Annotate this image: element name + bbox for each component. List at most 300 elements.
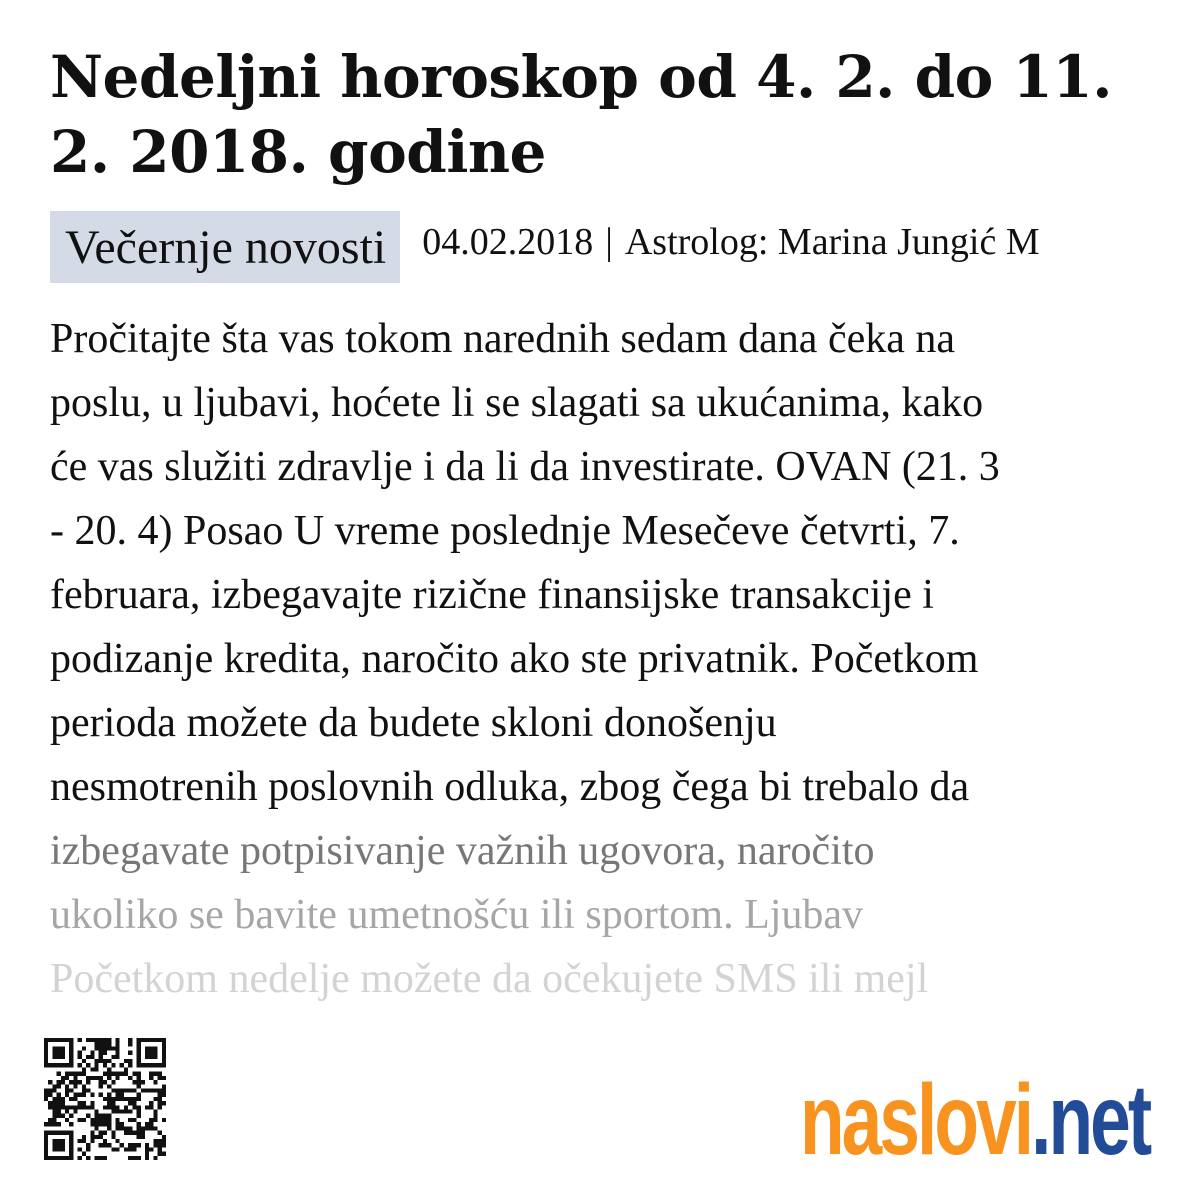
qr-module [69,1051,73,1055]
qr-module [86,1114,90,1118]
qr-module [69,1105,73,1109]
qr-module [103,1156,107,1160]
qr-module [158,1147,162,1151]
qr-module [137,1135,141,1139]
qr-module [141,1131,145,1135]
qr-module [61,1076,65,1080]
qr-module [103,1063,107,1067]
qr-module [99,1055,103,1059]
qr-module [137,1051,141,1055]
qr-module [69,1147,73,1151]
qr-module [153,1080,157,1084]
qr-module [149,1055,153,1059]
qr-module [137,1038,141,1042]
qr-module [65,1076,69,1080]
qr-module [107,1059,111,1063]
qr-module [90,1067,94,1071]
qr-module [57,1051,61,1055]
qr-module [48,1088,52,1092]
qr-module [116,1093,120,1097]
qr-module [78,1139,82,1143]
source-badge[interactable]: Večernje novosti [50,211,400,283]
qr-module [69,1046,73,1050]
qr-module [145,1126,149,1130]
qr-module [52,1118,56,1122]
qr-module [57,1147,61,1151]
body-line: će vas služiti zdravlje i da li da investirate. OVAN (21. 3 [50,444,1000,490]
qr-module [99,1080,103,1084]
date-author-line [422,220,1039,264]
qr-module [149,1147,153,1151]
qr-module [128,1156,132,1160]
qr-module [82,1139,86,1143]
qr-module [69,1038,73,1042]
qr-module [162,1038,166,1042]
qr-module [69,1097,73,1101]
qr-module [128,1038,132,1042]
qr-module [69,1042,73,1046]
qr-module [162,1093,166,1097]
qr-module [73,1105,77,1109]
qr-module [69,1156,73,1160]
qr-module [137,1143,141,1147]
logo-text-net: .net [1031,1064,1150,1176]
qr-module [94,1122,98,1126]
qr-module [111,1046,115,1050]
qr-module [158,1093,162,1097]
qr-module [153,1046,157,1050]
qr-module [128,1131,132,1135]
qr-module [145,1055,149,1059]
qr-module [94,1046,98,1050]
qr-module [162,1152,166,1156]
qr-module [44,1055,48,1059]
qr-module [52,1147,56,1151]
qr-module [99,1042,103,1046]
qr-module [61,1131,65,1135]
qr-module [44,1046,48,1050]
qr-module [141,1135,145,1139]
qr-module [149,1118,153,1122]
qr-module [61,1101,65,1105]
qr-module [120,1088,124,1092]
qr-module [44,1059,48,1063]
qr-module [94,1126,98,1130]
qr-module [78,1038,82,1042]
qr-module [90,1122,94,1126]
qr-module [107,1097,111,1101]
qr-module [48,1080,52,1084]
qr-module [162,1076,166,1080]
qr-module [73,1110,77,1114]
qr-module [120,1122,124,1126]
qr-module [153,1055,157,1059]
qr-module [78,1055,82,1059]
qr-module [65,1105,69,1109]
qr-module [145,1143,149,1147]
qr-module [57,1110,61,1114]
qr-module [78,1072,82,1076]
qr-module [149,1038,153,1042]
qr-module [116,1051,120,1055]
qr-module [120,1143,124,1147]
qr-module [78,1093,82,1097]
qr-module [57,1072,61,1076]
qr-module [48,1063,52,1067]
qr-module [94,1063,98,1067]
qr-module [57,1046,61,1050]
qr-module [99,1093,103,1097]
qr-module [99,1118,103,1122]
qr-module [61,1046,65,1050]
qr-module [137,1084,141,1088]
qr-module [73,1080,77,1084]
qr-module [153,1063,157,1067]
qr-module [107,1122,111,1126]
qr-module [52,1156,56,1160]
qr-module [153,1038,157,1042]
qr-module [128,1063,132,1067]
qr-module [111,1055,115,1059]
qr-module [153,1139,157,1143]
qr-module [65,1110,69,1114]
qr-module [145,1122,149,1126]
qr-module [103,1143,107,1147]
qr-module [86,1156,90,1160]
qr-module [52,1139,56,1143]
qr-module [44,1038,48,1042]
qr-module [57,1143,61,1147]
qr-module [94,1114,98,1118]
qr-module [120,1063,124,1067]
qr-module [61,1143,65,1147]
qr-module [69,1072,73,1076]
qr-module [153,1114,157,1118]
qr-module [149,1105,153,1109]
qr-module [103,1038,107,1042]
qr-module [61,1114,65,1118]
qr-module [124,1126,128,1130]
qr-module [153,1143,157,1147]
qr-module [128,1118,132,1122]
qr-module [158,1097,162,1101]
qr-module [69,1063,73,1067]
qr-module [124,1072,128,1076]
qr-module [52,1038,56,1042]
qr-module [90,1135,94,1139]
qr-module [65,1131,69,1135]
qr-module [120,1097,124,1101]
qr-module [69,1135,73,1139]
qr-module [116,1110,120,1114]
qr-module [94,1076,98,1080]
qr-module [137,1046,141,1050]
qr-module [69,1059,73,1063]
qr-module [107,1143,111,1147]
qr-module [111,1088,115,1092]
qr-module [82,1072,86,1076]
qr-module [107,1114,111,1118]
qr-module [90,1038,94,1042]
qr-module [128,1101,132,1105]
qr-module [69,1114,73,1118]
qr-module [132,1080,136,1084]
qr-module [128,1088,132,1092]
qr-module [82,1046,86,1050]
qr-module [52,1051,56,1055]
qr-module [52,1131,56,1135]
qr-module [57,1097,61,1101]
qr-module [57,1105,61,1109]
qr-code-icon[interactable] [44,1036,166,1162]
qr-module [44,1156,48,1160]
qr-module [132,1147,136,1151]
qr-module [158,1088,162,1092]
qr-module [94,1135,98,1139]
qr-module [48,1122,52,1126]
qr-module [82,1084,86,1088]
body-line: izbegavate potpisivanje važnih ugovora, naročito [50,828,875,874]
qr-module [48,1101,52,1105]
article-title: Nedeljni horoskop od 4. 2. do 11. 2. 2018. godine [50,43,1112,186]
qr-module [48,1093,52,1097]
qr-module [107,1042,111,1046]
qr-module [99,1131,103,1135]
qr-module [69,1080,73,1084]
qr-module [86,1076,90,1080]
qr-module [162,1063,166,1067]
qr-module [103,1059,107,1063]
qr-module [99,1046,103,1050]
qr-module [158,1139,162,1143]
qr-module [141,1080,145,1084]
qr-module [116,1046,120,1050]
qr-module [162,1139,166,1143]
qr-module [94,1110,98,1114]
qr-module [78,1118,82,1122]
qr-module [124,1147,128,1151]
qr-module [82,1152,86,1156]
qr-module [149,1072,153,1076]
qr-module [65,1088,69,1092]
qr-module [94,1156,98,1160]
qr-module [116,1105,120,1109]
qr-module [137,1097,141,1101]
qr-module [99,1122,103,1126]
qr-module [107,1093,111,1097]
qr-module [137,1122,141,1126]
qr-module [52,1114,56,1118]
qr-module [52,1084,56,1088]
body-line: ukoliko se bavite umetnošću ili sportom. Ljubav [50,892,864,938]
qr-module [103,1118,107,1122]
qr-module [99,1143,103,1147]
qr-module [107,1038,111,1042]
qr-module [69,1055,73,1059]
qr-module [162,1143,166,1147]
naslovi-net-logo[interactable] [800,1062,1150,1176]
qr-module [162,1084,166,1088]
qr-module [137,1055,141,1059]
qr-module [82,1135,86,1139]
qr-module [69,1122,73,1126]
publish-date: 04.02.2018 [422,221,594,263]
qr-module [73,1076,77,1080]
qr-module [128,1059,132,1063]
qr-module [145,1063,149,1067]
qr-module [162,1135,166,1139]
qr-module [57,1156,61,1160]
qr-module [162,1118,166,1122]
qr-module [103,1131,107,1135]
qr-module [120,1110,124,1114]
qr-module [137,1063,141,1067]
qr-module [149,1051,153,1055]
qr-module [111,1105,115,1109]
qr-module [158,1038,162,1042]
qr-module [124,1105,128,1109]
qr-module [52,1063,56,1067]
qr-module [137,1156,141,1160]
qr-module [116,1147,120,1151]
qr-module [48,1131,52,1135]
qr-module [120,1072,124,1076]
qr-module [116,1122,120,1126]
qr-module [90,1101,94,1105]
qr-module [111,1110,115,1114]
qr-module [158,1143,162,1147]
qr-module [86,1080,90,1084]
body-line: perioda možete da budete skloni donošenju [50,700,777,746]
qr-module [86,1143,90,1147]
qr-module [132,1156,136,1160]
qr-module [78,1051,82,1055]
qr-module [116,1118,120,1122]
qr-module [116,1038,120,1042]
qr-module [128,1097,132,1101]
qr-module [44,1063,48,1067]
qr-module [99,1084,103,1088]
qr-module [149,1076,153,1080]
qr-module [48,1105,52,1109]
qr-module [78,1156,82,1160]
qr-module [153,1126,157,1130]
qr-module [145,1038,149,1042]
qr-module [128,1076,132,1080]
qr-module [44,1147,48,1151]
qr-module [107,1084,111,1088]
qr-module [107,1101,111,1105]
qr-module [111,1131,115,1135]
qr-module [137,1110,141,1114]
qr-module [48,1038,52,1042]
qr-module [103,1072,107,1076]
body-line: poslu, u ljubavi, hoćete li se slagati sa ukućanima, kako [50,380,984,426]
qr-module [107,1126,111,1130]
qr-module [162,1101,166,1105]
qr-module [61,1063,65,1067]
qr-module [90,1051,94,1055]
meta-separator: | [605,221,613,263]
qr-module [111,1097,115,1101]
qr-module [82,1118,86,1122]
qr-module [44,1088,48,1092]
qr-module [153,1118,157,1122]
qr-module [132,1072,136,1076]
qr-module [158,1072,162,1076]
qr-module [128,1051,132,1055]
qr-module [116,1126,120,1130]
qr-module [57,1122,61,1126]
qr-module [78,1101,82,1105]
qr-module [94,1059,98,1063]
qr-module [153,1097,157,1101]
qr-module [90,1093,94,1097]
qr-module [124,1131,128,1135]
qr-module [145,1051,149,1055]
qr-module [90,1118,94,1122]
qr-module [132,1131,136,1135]
qr-module [137,1126,141,1130]
qr-module [61,1080,65,1084]
qr-module [132,1118,136,1122]
qr-module [111,1072,115,1076]
qr-module [158,1063,162,1067]
qr-module [107,1046,111,1050]
qr-module [141,1038,145,1042]
qr-module [48,1156,52,1160]
qr-module [52,1101,56,1105]
qr-module [158,1131,162,1135]
qr-module [44,1152,48,1156]
qr-module [103,1051,107,1055]
qr-module [120,1126,124,1130]
qr-module [103,1097,107,1101]
qr-module [128,1143,132,1147]
qr-module [145,1046,149,1050]
qr-module [61,1105,65,1109]
qr-module [94,1042,98,1046]
qr-module [141,1088,145,1092]
qr-module [78,1080,82,1084]
qr-module [86,1063,90,1067]
qr-module [73,1093,77,1097]
qr-module [44,1131,48,1135]
qr-module [69,1143,73,1147]
qr-module [149,1088,153,1092]
qr-module [124,1110,128,1114]
qr-module [162,1088,166,1092]
body-line: Početkom nedelje možete da očekujete SMS ili mejl [50,956,929,1002]
qr-module [90,1055,94,1059]
qr-module [103,1046,107,1050]
qr-module [90,1076,94,1080]
qr-module [103,1122,107,1126]
qr-module [94,1118,98,1122]
qr-module [65,1063,69,1067]
qr-module [137,1114,141,1118]
qr-module [57,1084,61,1088]
qr-module [132,1143,136,1147]
qr-module [145,1152,149,1156]
qr-module [44,1042,48,1046]
qr-module [128,1042,132,1046]
qr-module [116,1088,120,1092]
qr-module [65,1038,69,1042]
body-line: - 20. 4) Posao U vreme poslednje Mesečeve četvrti, 7. [50,508,960,554]
body-line: februara, izbegavajte rizične finansijske transakcije i [50,572,934,618]
qr-module [137,1105,141,1109]
